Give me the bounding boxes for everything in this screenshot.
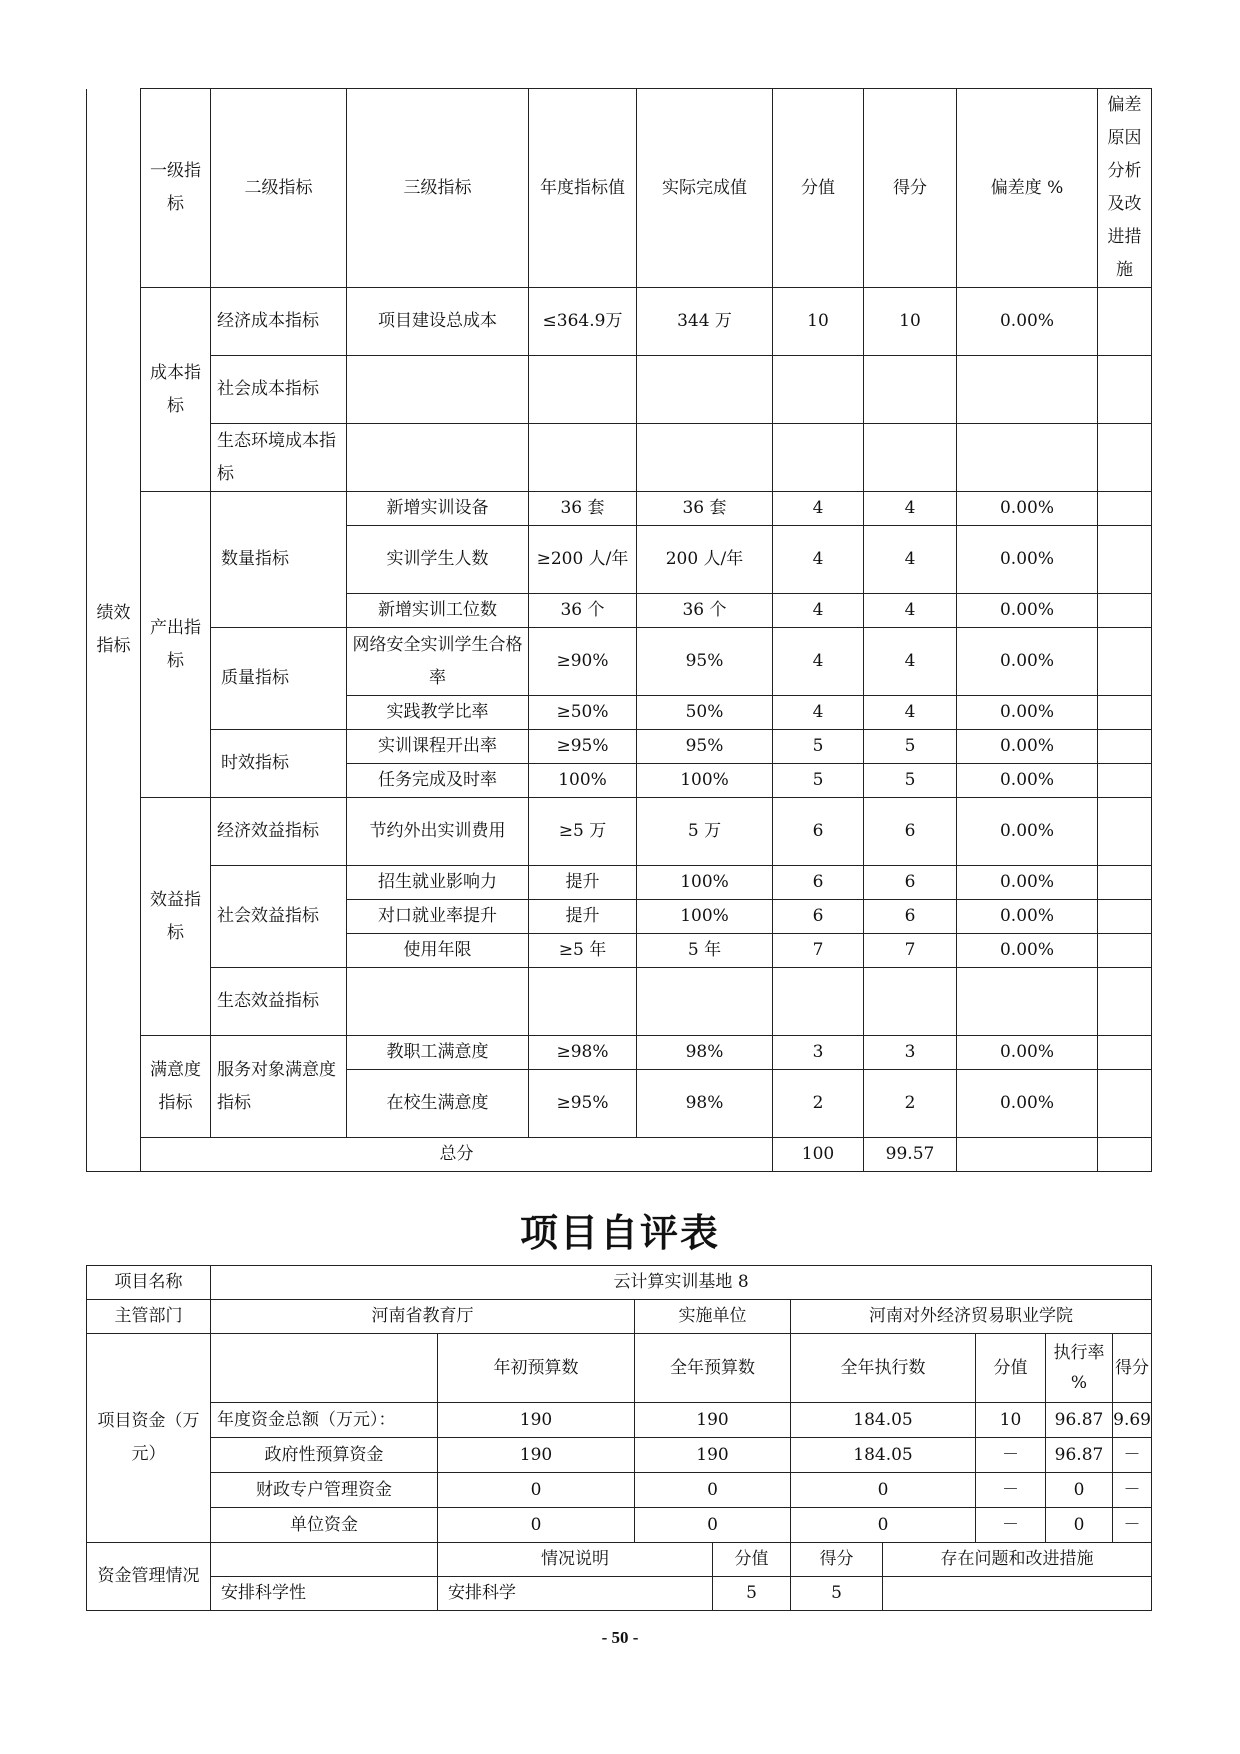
table-cell-target: ≥200 人/年	[529, 526, 637, 594]
table-cell-target: ≥5 万	[529, 798, 637, 866]
funds-cell-score: －	[1123, 1445, 1141, 1465]
header-actual: 实际完成值	[637, 89, 773, 288]
cost-econ-level2: 经济成本指标	[211, 288, 347, 356]
funds-cell-value: －	[976, 1508, 1046, 1543]
funds-cell-executed: 184.05	[791, 1438, 976, 1473]
header-score: 得分	[864, 89, 957, 288]
mgmt-header-score: 得分	[791, 1543, 883, 1577]
table-cell-target: 36 个	[529, 594, 637, 628]
table-cell-value: 4	[773, 696, 864, 730]
cost-econ-level3: 项目建设总成本	[347, 288, 529, 356]
dept-value: 河南省教育厅	[211, 1300, 635, 1334]
table-cell-score: 3	[864, 1036, 957, 1070]
funds-cell-executed: 184.05	[791, 1403, 976, 1438]
funds-header-score: 得分	[1115, 1357, 1150, 1378]
funds-cell-value: －	[976, 1473, 1046, 1508]
benefit-econ-level2: 经济效益指标	[211, 798, 347, 866]
table-cell-deviation: 0.00%	[957, 934, 1098, 968]
funds-cell-rate: 0	[1046, 1473, 1113, 1507]
table-row-level3: 对口就业率提升	[347, 900, 529, 934]
table-cell-target: ≥50%	[529, 696, 637, 730]
cost-econ-reason	[1098, 288, 1152, 356]
mgmt-row-desc: 安排科学	[438, 1577, 713, 1611]
funds-cell-rate-score	[1046, 1403, 1152, 1438]
cost-econ-target: ≤364.9万	[529, 288, 637, 356]
table-cell-score: 5	[864, 764, 957, 798]
cost-eco-level2: 生态环境成本指标	[211, 424, 347, 492]
self-evaluation-table	[86, 1265, 1152, 1611]
table-row-level3: 网络安全实训学生合格率	[347, 628, 529, 696]
table-row-level3: 实训课程开出率	[347, 730, 529, 764]
output-time-level2: 时效指标	[211, 730, 347, 798]
table-cell-value: 6	[773, 866, 864, 900]
funds-row-label: 政府性预算资金	[211, 1438, 438, 1473]
table-cell-score: 6	[864, 900, 957, 934]
cost-social-level2: 社会成本指标	[211, 356, 347, 424]
table-cell-deviation: 0.00%	[957, 866, 1098, 900]
funds-header-rate: 执行率 %	[1046, 1334, 1113, 1402]
header-deviation: 偏差度 %	[957, 89, 1098, 288]
project-name-label: 项目名称	[87, 1266, 211, 1300]
mgmt-header-desc: 情况说明	[438, 1543, 713, 1577]
table-cell-score: 4	[864, 492, 957, 526]
funds-cell-initial: 0	[438, 1508, 635, 1543]
table-cell-value: 6	[773, 900, 864, 934]
funds-header-value: 分值	[976, 1334, 1046, 1403]
table-row-level3: 任务完成及时率	[347, 764, 529, 798]
funds-cell-value: 10	[976, 1403, 1046, 1438]
page-number: - 50 -	[601, 1628, 639, 1647]
group-label-performance: 绩效指标	[87, 89, 141, 1172]
table-cell-deviation: 0.00%	[957, 764, 1098, 798]
table-cell-score: 4	[864, 526, 957, 594]
funds-cell-initial: 0	[438, 1473, 635, 1508]
table-cell-actual: 200 人/年	[637, 526, 773, 594]
cost-econ-actual: 344 万	[637, 288, 773, 356]
funds-cell-rate-score	[1046, 1473, 1152, 1508]
funds-cell-initial: 190	[438, 1438, 635, 1473]
funds-cell-rate-score	[1046, 1438, 1152, 1473]
header-level3: 三级指标	[347, 89, 529, 288]
table-cell-value: 4	[773, 526, 864, 594]
funds-cell-rate: 0	[1046, 1508, 1113, 1542]
funds-cell-executed: 0	[791, 1508, 976, 1543]
table-cell-score: 6	[864, 866, 957, 900]
funds-header-annual: 全年预算数	[635, 1334, 791, 1403]
total-value: 100	[773, 1138, 864, 1172]
table-row-level3: 使用年限	[347, 934, 529, 968]
mgmt-row-issues	[883, 1577, 1152, 1611]
category-satisfaction: 满意度指标	[141, 1036, 211, 1138]
category-cost: 成本指标	[141, 288, 211, 492]
table-cell-value: 3	[773, 1036, 864, 1070]
funds-cell-score: －	[1123, 1480, 1141, 1500]
mgmt-header-value: 分值	[713, 1543, 791, 1577]
cost-econ-deviation: 0.00%	[957, 288, 1098, 356]
table-cell-value: 5	[773, 730, 864, 764]
total-label: 总分	[141, 1138, 773, 1172]
table-cell-target: 提升	[529, 900, 637, 934]
table-cell-score: 4	[864, 628, 957, 696]
table-cell-target: 36 套	[529, 492, 637, 526]
cost-econ-value: 10	[773, 288, 864, 356]
table-cell-actual: 95%	[637, 730, 773, 764]
total-score: 99.57	[864, 1138, 957, 1172]
satisfaction-level2: 服务对象满意度指标	[211, 1036, 347, 1138]
table-cell-actual: 50%	[637, 696, 773, 730]
table-cell-deviation: 0.00%	[957, 1036, 1098, 1070]
table-cell-value: 7	[773, 934, 864, 968]
table-cell-value: 2	[773, 1070, 864, 1138]
category-output: 产出指标	[141, 492, 211, 798]
funds-cell-annual: 0	[635, 1473, 791, 1508]
table-cell-target: ≥95%	[529, 1070, 637, 1138]
table-cell-score: 7	[864, 934, 957, 968]
table-row-level3: 节约外出实训费用	[347, 798, 529, 866]
table-cell-actual: 36 套	[637, 492, 773, 526]
funds-cell-annual: 0	[635, 1508, 791, 1543]
funds-header-executed: 全年执行数	[791, 1334, 976, 1403]
header-score-value: 分值	[773, 89, 864, 288]
table-cell-target: ≥98%	[529, 1036, 637, 1070]
section-title: 项目自评表	[519, 1210, 720, 1255]
mgmt-row-value: 5	[713, 1577, 791, 1611]
cost-econ-score: 10	[864, 288, 957, 356]
table-cell-value: 4	[773, 628, 864, 696]
table-row-level3: 在校生满意度	[347, 1070, 529, 1138]
funds-cell-rate: 96.87	[1046, 1438, 1113, 1472]
table-row-level3: 新增实训设备	[347, 492, 529, 526]
table-cell-actual: 98%	[637, 1070, 773, 1138]
table-cell-score: 6	[864, 798, 957, 866]
funds-header-rate-score	[1046, 1334, 1152, 1403]
funds-cell-rate: 96.87	[1046, 1403, 1113, 1437]
table-row-level3: 实训学生人数	[347, 526, 529, 594]
category-benefit: 效益指标	[141, 798, 211, 1036]
table-cell-deviation: 0.00%	[957, 492, 1098, 526]
table-cell-target: ≥95%	[529, 730, 637, 764]
table-cell-target: 提升	[529, 866, 637, 900]
table-cell-deviation: 0.00%	[957, 696, 1098, 730]
table-cell-score: 5	[864, 730, 957, 764]
header-level2: 二级指标	[211, 89, 347, 288]
table-cell-deviation: 0.00%	[957, 594, 1098, 628]
table-cell-score: 4	[864, 594, 957, 628]
funds-cell-score: －	[1123, 1515, 1141, 1535]
table-cell-value: 6	[773, 798, 864, 866]
project-name-value: 云计算实训基地 8	[211, 1266, 1152, 1300]
table-row-level3: 教职工满意度	[347, 1036, 529, 1070]
table-cell-value: 5	[773, 764, 864, 798]
table-cell-actual: 98%	[637, 1036, 773, 1070]
mgmt-row-item: 安排科学性	[211, 1577, 438, 1611]
table-cell-deviation: 0.00%	[957, 900, 1098, 934]
performance-indicator-table	[86, 88, 1152, 1172]
table-cell-deviation: 0.00%	[957, 526, 1098, 594]
funds-cell-annual: 190	[635, 1403, 791, 1438]
table-cell-target: 100%	[529, 764, 637, 798]
table-cell-actual: 36 个	[637, 594, 773, 628]
funds-cell-executed: 0	[791, 1473, 976, 1508]
header-level1: 一级指标	[141, 89, 211, 288]
table-cell-value: 4	[773, 594, 864, 628]
output-quality-level2: 质量指标	[211, 628, 347, 730]
table-cell-deviation: 0.00%	[957, 1070, 1098, 1138]
table-cell-score: 2	[864, 1070, 957, 1138]
table-cell-score: 4	[864, 696, 957, 730]
table-cell-actual: 95%	[637, 628, 773, 696]
table-cell-actual: 100%	[637, 866, 773, 900]
mgmt-label: 资金管理情况	[87, 1543, 211, 1611]
funds-cell-value: －	[976, 1438, 1046, 1473]
funds-cell-score: 9.69	[1113, 1410, 1151, 1430]
table-cell-target: ≥5 年	[529, 934, 637, 968]
table-row-level3: 新增实训工位数	[347, 594, 529, 628]
funds-label: 项目资金（万元）	[87, 1334, 211, 1543]
table-cell-value: 4	[773, 492, 864, 526]
header-target: 年度指标值	[529, 89, 637, 288]
funds-row-label: 年度资金总额（万元）：	[211, 1403, 438, 1438]
table-cell-deviation: 0.00%	[957, 798, 1098, 866]
dept-label: 主管部门	[87, 1300, 211, 1334]
funds-row-label: 单位资金	[211, 1508, 438, 1543]
table-cell-actual: 100%	[637, 900, 773, 934]
impl-value: 河南对外经济贸易职业学院	[791, 1300, 1152, 1334]
table-cell-deviation: 0.00%	[957, 730, 1098, 764]
benefit-eco-level2: 生态效益指标	[211, 968, 347, 1036]
header-reason: 偏差原因分析及改进措施	[1098, 89, 1152, 288]
funds-cell-rate-score	[1046, 1508, 1152, 1543]
table-cell-actual: 5 万	[637, 798, 773, 866]
table-cell-actual: 5 年	[637, 934, 773, 968]
mgmt-header-issues: 存在问题和改进措施	[883, 1543, 1152, 1577]
table-row-level3: 实践教学比率	[347, 696, 529, 730]
funds-cell-annual: 190	[635, 1438, 791, 1473]
impl-label: 实施单位	[635, 1300, 791, 1334]
table-cell-target: ≥90%	[529, 628, 637, 696]
output-quantity-level2: 数量指标	[211, 492, 347, 628]
funds-header-initial: 年初预算数	[438, 1334, 635, 1403]
mgmt-row-score: 5	[791, 1577, 883, 1611]
table-cell-deviation: 0.00%	[957, 628, 1098, 696]
funds-row-label: 财政专户管理资金	[211, 1473, 438, 1508]
benefit-social-level2: 社会效益指标	[211, 866, 347, 968]
table-cell-actual: 100%	[637, 764, 773, 798]
table-row-level3: 招生就业影响力	[347, 866, 529, 900]
funds-cell-initial: 190	[438, 1403, 635, 1438]
